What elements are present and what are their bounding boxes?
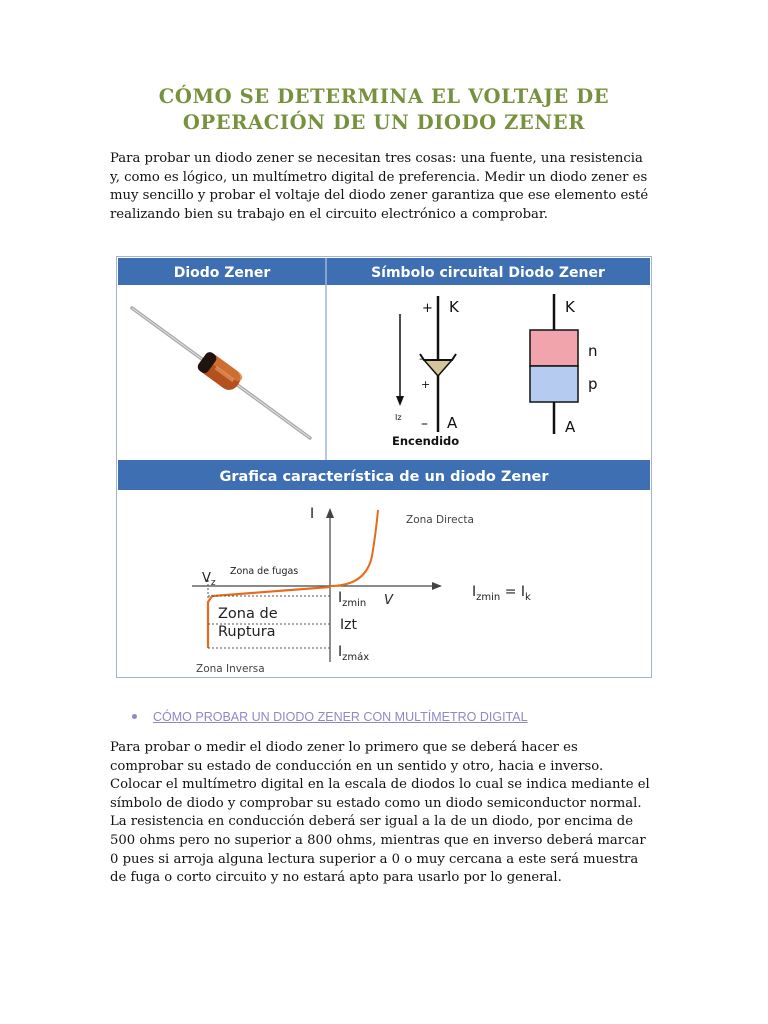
izmax-label: $I_{zmáx}$: [338, 644, 370, 663]
zona-inversa-label: Zona Inversa: [196, 663, 265, 675]
p-region: [530, 366, 578, 402]
block-p-label: p: [588, 375, 598, 393]
symbol-plus-mid: +: [421, 378, 431, 391]
multimeter-test-link[interactable]: CÓMO PROBAR UN DIODO ZENER CON MULTÍMETRO DIGITAL: [153, 710, 528, 724]
vz-label: $V_z$: [202, 571, 216, 588]
zener-figure-svg: [116, 256, 652, 678]
symbol-encendido-label: Encendido: [392, 434, 460, 448]
body-paragraph: Para probar o medir el diodo zener lo primero que se deberá hacer es comprobar su estado de conducción en un sentido y otro, hacia e inverso. Colocar el multímetro digital en la escala de diodos lo cual se indica mediante el símbolo de diodo y comprobar su estado como un diodo semiconductor normal. La resistencia en conducción deberá ser igual a la de un diodo, por encima de 500 ohms pero no superior a 800 ohms, mientras que en inverso deberá marcar 0 pues si arroja alguna lectura superior a 0 o muy cercana a este será muestra de fuga o corto circuito y no estará apto para usarlo por lo general.: [110, 740, 650, 886]
title-line-1: CÓMO SE DETERMINA EL VOLTAJE DE: [158, 85, 610, 108]
header-left: Diodo Zener: [173, 265, 271, 281]
symbol-a-label: A: [447, 414, 458, 432]
izmin-label: $I_{zmin}$: [338, 590, 367, 609]
n-region: [530, 330, 578, 366]
izmin-formula: $I_{zmin} = I_k$: [472, 584, 531, 603]
block-a-label: A: [565, 418, 576, 436]
block-n-label: n: [588, 342, 598, 360]
title-line-2: OPERACIÓN DE UN DIODO ZENER: [182, 111, 586, 134]
izt-label: Izt: [340, 617, 357, 633]
symbol-minus-bottom: –: [421, 416, 428, 432]
zona-ruptura-line-1: Zona de: [218, 606, 278, 622]
zona-directa-label: Zona Directa: [406, 514, 474, 526]
graph-header-title: Grafica característica de un diodo Zener: [219, 469, 549, 485]
symbol-plus-top: +: [422, 301, 433, 316]
intro-paragraph: Para probar un diodo zener se necesitan tres cosas: una fuente, una resistencia y, como es lógico, un multímetro digital de preferencia. Medir un diodo zener es muy sencillo y probar el voltaje del diodo zener garantiza que ese elemento esté realizando bien su trabajo en el circuito electrónico a comprobar.: [110, 151, 649, 222]
graph-v-axis-label: V: [384, 593, 393, 608]
block-k-label: K: [565, 298, 575, 316]
header-right: Símbolo circuital Diodo Zener: [371, 265, 605, 281]
symbol-k-label: K: [449, 298, 459, 316]
zona-ruptura-line-2: Ruptura: [218, 624, 276, 640]
page-title: [110, 84, 658, 136]
symbol-minus-mid: –: [419, 352, 425, 365]
bullet-item: [132, 708, 528, 726]
symbol-iz-label: Iz: [395, 413, 402, 422]
graph-i-axis-label: I: [310, 506, 315, 522]
bullet-dot: [132, 714, 137, 719]
zona-fugas-label: Zona de fugas: [230, 566, 299, 577]
zener-figure: [116, 256, 652, 678]
